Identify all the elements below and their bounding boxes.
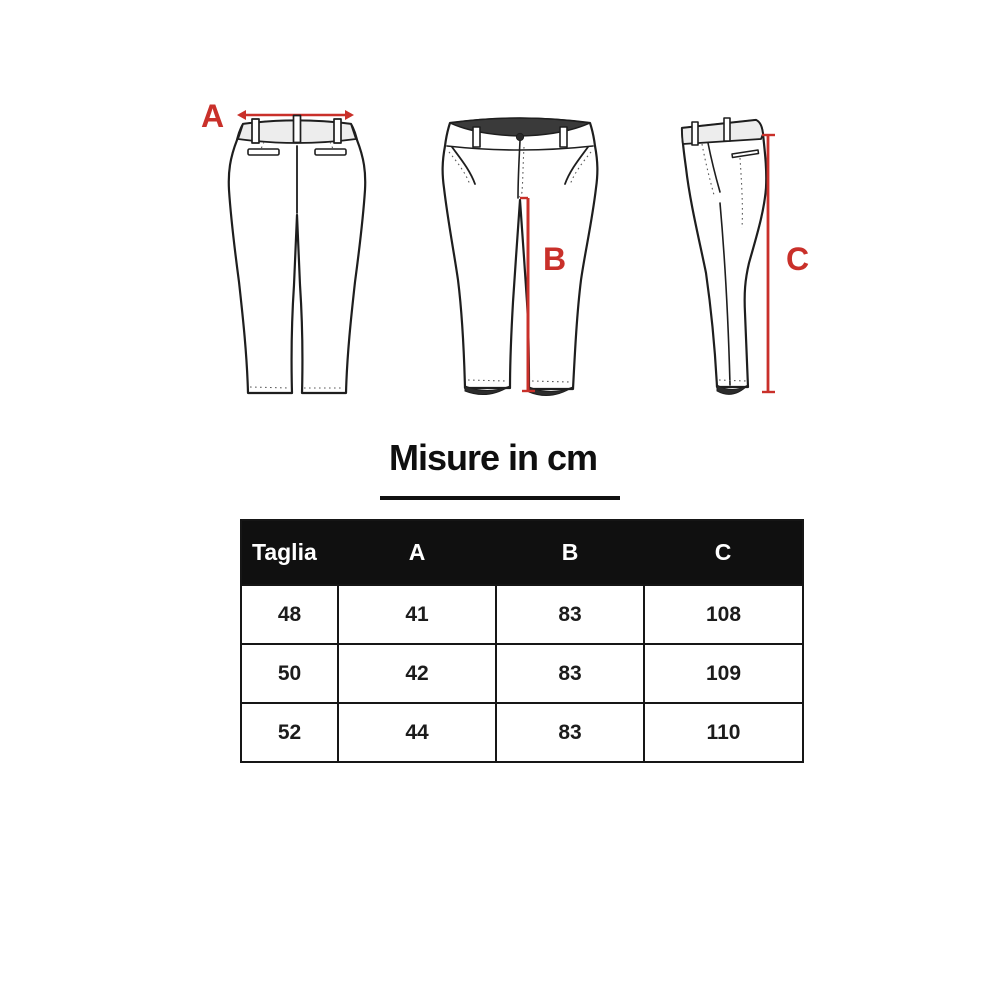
measurement-label-c: C: [786, 241, 810, 277]
table-row: [241, 585, 803, 644]
page-title: Misure in cm: [388, 437, 598, 478]
measurement-cell: 83: [496, 644, 644, 703]
measurement-label-b: B: [543, 241, 567, 277]
pants-front-view-drawing: [440, 100, 600, 400]
size-cell: 52: [241, 703, 338, 762]
measurement-cell: 83: [496, 703, 644, 762]
size-table: [240, 519, 804, 763]
measurement-cell: 42: [338, 644, 496, 703]
table-row: [241, 644, 803, 703]
column-header-b: B: [496, 520, 644, 585]
size-cell: 50: [241, 644, 338, 703]
measurement-cell: 44: [338, 703, 496, 762]
size-cell: 48: [241, 585, 338, 644]
pants-back-view-drawing: [222, 100, 372, 405]
column-header-taglia: Taglia: [241, 520, 338, 585]
table-header-row: [241, 520, 803, 585]
column-header-c: C: [644, 520, 803, 585]
column-header-a: A: [338, 520, 496, 585]
measurement-cell: 109: [644, 644, 803, 703]
waist-button: [516, 133, 523, 140]
pants-front-body: [443, 119, 598, 390]
measurement-label-a: A: [201, 98, 225, 134]
title-underline: [380, 496, 620, 500]
measurement-cell: 108: [644, 585, 803, 644]
measurement-cell: 110: [644, 703, 803, 762]
table-row: [241, 703, 803, 762]
measurement-cell: 83: [496, 585, 644, 644]
measurement-cell: 41: [338, 585, 496, 644]
